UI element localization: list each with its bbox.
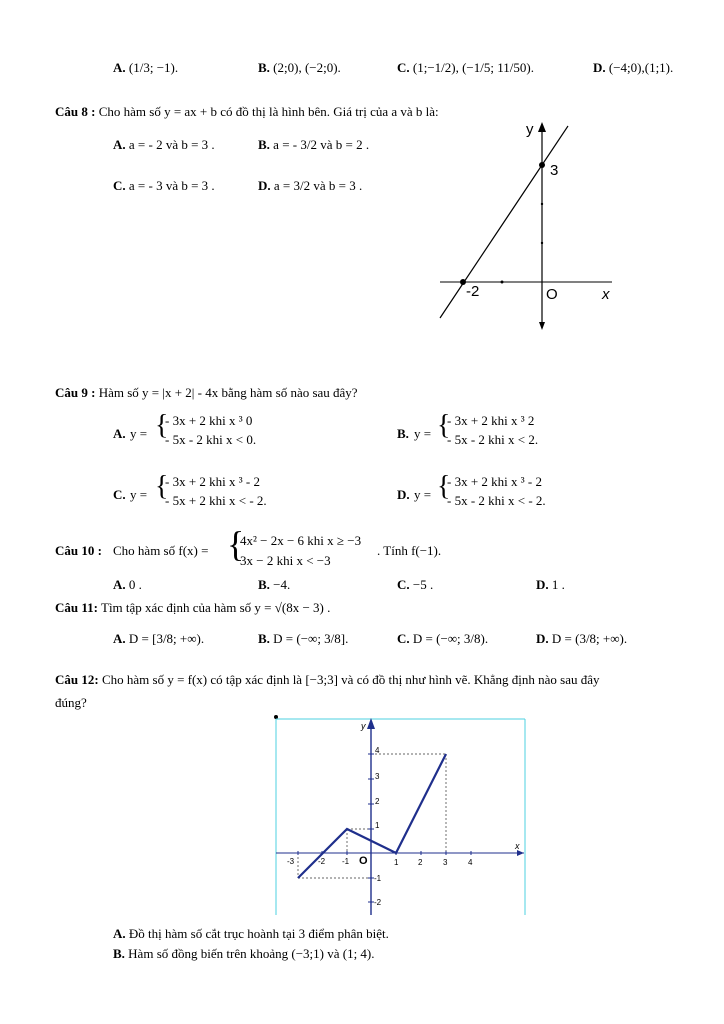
q7-option-b: B. (2;0), (−2;0). xyxy=(258,60,341,75)
q10-option-c: C. −5 . xyxy=(397,577,434,592)
q12-graph xyxy=(270,713,532,918)
q8-y-intercept-point xyxy=(539,162,545,168)
q7-option-d: D. (−4;0),(1;1). xyxy=(593,60,674,75)
q8-tick-y1 xyxy=(541,203,543,205)
q12-y-tick-3: 3 xyxy=(375,772,380,781)
q7-option-c: C. (1;−1/2), (−1/5; 11/50). xyxy=(397,60,534,75)
q8-option-a: A. a = - 2 và b = 3 . xyxy=(113,137,215,152)
q12-option-a: A. Đồ thị hàm số cắt trục hoành tại 3 điểm phân biệt. xyxy=(113,926,389,941)
q11-option-a: A. D = [3/8; +∞). xyxy=(113,631,205,646)
q12-x-tick-minus3: -3 xyxy=(287,857,295,866)
q12-corner-dot xyxy=(274,715,278,719)
q12-stem: Câu 12: Cho hàm số y = f(x) có tập xác định là [−3;3] và có đồ thị như hình vẽ. Khẳng định nào sau đây xyxy=(55,672,600,687)
q12-tick-marks xyxy=(298,754,471,902)
q12-option-b: B. Hàm số đồng biến trên khoảng (−3;1) và (1; 4). xyxy=(113,946,375,961)
q8-x-label: x xyxy=(602,286,610,303)
q12-y-tick-4: 4 xyxy=(375,746,380,755)
q7-option-a: A. (1/3; −1). xyxy=(113,60,179,75)
q11-option-c: C. D = (−∞; 3/8). xyxy=(397,631,489,646)
q8-y-intercept-label: 3 xyxy=(550,162,559,179)
q12-origin-label: O xyxy=(359,855,368,867)
q8-stem: Câu 8 : Cho hàm số y = ax + b có đồ thị là hình bên. Giá trị của a và b là: xyxy=(55,104,439,119)
q9-b-brace: { xyxy=(437,410,451,441)
q12-x-tick-minus1: -1 xyxy=(342,857,350,866)
q10-option-d: D. 1 . xyxy=(536,577,565,592)
q12-y-tick-2: 2 xyxy=(375,797,380,806)
q10-option-b: B. −4. xyxy=(258,577,291,592)
q8-option-b: B. a = - 3/2 và b = 2 . xyxy=(258,137,370,152)
q9-stem: Câu 9 : Hàm số y = |x + 2| - 4x bằng hàm số nào sau đây? xyxy=(55,385,358,400)
q12-y-arrow xyxy=(367,718,375,729)
q9-a-brace: { xyxy=(155,410,169,441)
q8-x-intercept-label: -2 xyxy=(466,283,480,300)
q12-y-tick-minus2: -2 xyxy=(374,898,382,907)
q10-option-a: A. 0 . xyxy=(113,577,142,592)
q9-d-brace: { xyxy=(437,471,451,502)
q12-x-tick-minus2: -2 xyxy=(318,857,326,866)
q11-stem: Câu 11: Tìm tập xác định của hàm số y = √(8x − 3) . xyxy=(55,600,331,615)
q10-brace: { xyxy=(227,524,245,564)
q8-tick-y2 xyxy=(541,242,543,244)
q12-stem-line2: đúng? xyxy=(55,695,87,710)
q12-y-tick-minus1: -1 xyxy=(374,874,382,883)
q12-y-label: y xyxy=(361,721,366,731)
q12-x-label: x xyxy=(515,841,520,851)
q11-option-d: D. D = (3/8; +∞). xyxy=(536,631,628,646)
q12-x-tick-3: 3 xyxy=(443,858,448,867)
q9-c-brace: { xyxy=(155,471,169,502)
q12-y-tick-1: 1 xyxy=(375,821,380,830)
q8-option-c: C. a = - 3 và b = 3 . xyxy=(113,178,215,193)
q8-origin-label: O xyxy=(546,286,558,303)
q8-y-arrow xyxy=(538,122,546,132)
q8-tick-point xyxy=(501,281,504,284)
q8-option-d: D. a = 3/2 và b = 3 . xyxy=(258,178,363,193)
q12-x-tick-4: 4 xyxy=(468,858,473,867)
q8-graph xyxy=(430,118,620,338)
q10-stem: Câu 10 : Cho hàm số f(x) = { 4x² − 2x − 6 khi x ≥ −3 3x − 2 khi x < −3 . Tính f(−1). xyxy=(55,524,442,568)
q12-x-tick-1: 1 xyxy=(394,858,399,867)
q8-y-label: y xyxy=(526,121,534,138)
q12-x-tick-2: 2 xyxy=(418,858,423,867)
q8-y-arrow-bottom xyxy=(539,322,545,330)
q11-option-b: B. D = (−∞; 3/8]. xyxy=(258,631,349,646)
